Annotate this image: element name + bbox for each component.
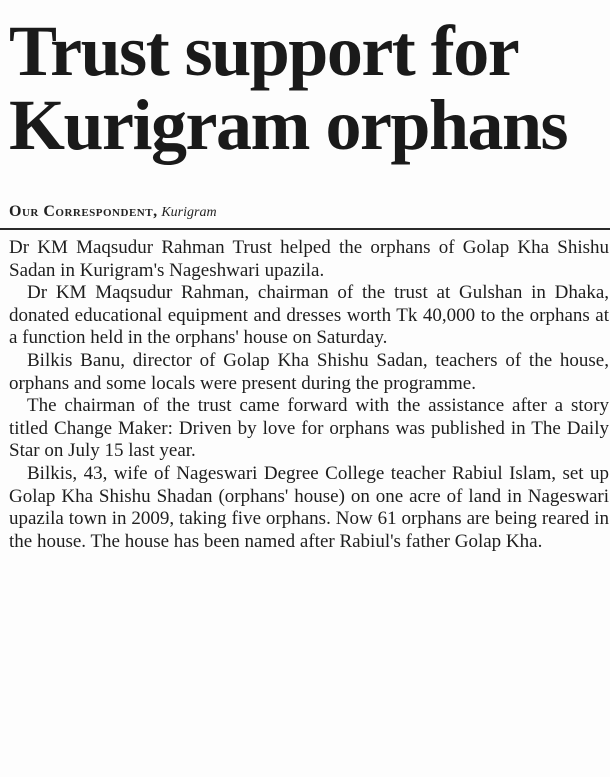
headline [9, 11, 609, 165]
article-paragraph-2: Dr KM Maqsudur Rahman, chairman of the trust at Gulshan in Dhaka, donated educational equipment and dresses worth Tk 40,000 to the orphans at a function held in the orphans' house on Saturday. [9, 282, 609, 349]
article-paragraph-5: Bilkis, 43, wife of Nageswari Degree College teacher Rabiul Islam, set up Golap Kha Shishu Shadan (orphans' house) on one acre of land in Nageswari upazila town in 2009, taking five orphans. Now 61 orphans are being reared in the house. The house has been named after Rabiul's father Golap Kha. [9, 462, 609, 552]
article-paragraph-3: Bilkis Banu, director of Golap Kha Shishu Sadan, teachers of the house, orphans and some locals were present during the programme. [9, 349, 609, 394]
byline-correspondent: Our Correspondent, [9, 203, 158, 220]
article-paragraph-4: The chairman of the trust came forward with the assistance after a story titled Change Maker: Driven by love for orphans was published in The Daily Star on July 15 last year. [9, 395, 609, 462]
article-paragraph-1: Dr KM Maqsudur Rahman Trust helped the orphans of Golap Kha Shishu Sadan in Kurigram's Nageshwari upazila. [9, 237, 609, 281]
byline-divider [0, 228, 610, 230]
byline [9, 203, 217, 221]
headline-line-2: Kurigram orphans [9, 85, 568, 165]
headline-line-1: Trust support for [9, 11, 519, 91]
article-body [9, 237, 609, 553]
byline-location: Kurigram [161, 205, 217, 220]
